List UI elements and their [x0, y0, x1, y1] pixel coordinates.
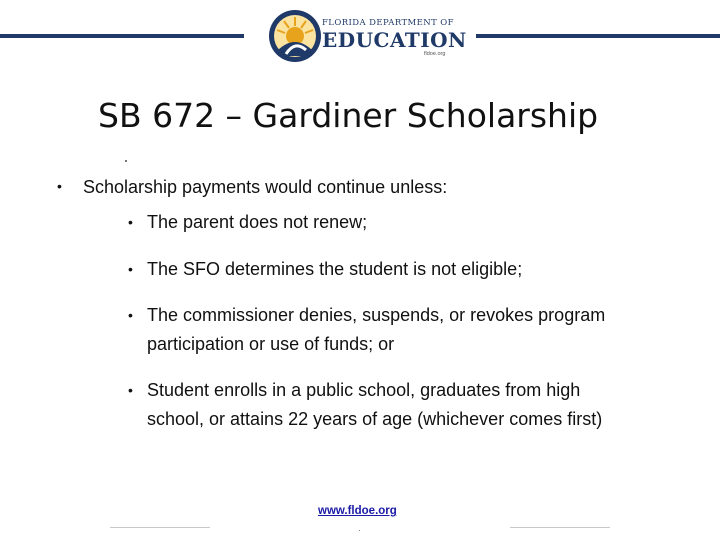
- sub-bullet-text: The commissioner denies, suspends, or revokes program participation or use of funds; or: [147, 305, 606, 354]
- bullet-icon: •: [128, 307, 133, 323]
- bullet-icon: •: [57, 178, 62, 194]
- sub-bullet-text: Student enrolls in a public school, graduates from high school, or attains 22 years of age (whichever comes first): [147, 380, 603, 429]
- sub-bullet-text: The SFO determines the student is not eligible;: [147, 259, 523, 279]
- logo-line2: EDUCATION: [322, 28, 467, 52]
- bullet-icon: •: [128, 214, 133, 230]
- footer-rule-left: [110, 527, 210, 528]
- logo-url: fldoe.org: [424, 51, 446, 57]
- bullet-icon: •: [128, 382, 133, 398]
- stray-mark: [125, 160, 127, 162]
- header-rule-right: [476, 34, 720, 38]
- sub-bullet-item: [128, 208, 668, 237]
- bullet-icon: •: [128, 261, 133, 277]
- footer-website-link[interactable]: www.fldoe.org: [318, 505, 397, 517]
- stray-mark: [359, 530, 360, 531]
- level1-bullet-item: [57, 177, 447, 198]
- sunburst-emblem-icon: [266, 6, 324, 64]
- sub-bullet-item: [128, 376, 638, 434]
- sub-bullet-text: The parent does not renew;: [147, 212, 368, 232]
- footer-rule-right: [510, 527, 610, 528]
- page-title: SB 672 – Gardiner Scholarship: [98, 96, 599, 135]
- sub-bullet-item: [128, 301, 628, 359]
- logo-line1: FLORIDA DEPARTMENT OF: [322, 18, 454, 28]
- header-rule-left: [0, 34, 244, 38]
- level1-text: Scholarship payments would continue unless:: [83, 177, 448, 197]
- sub-bullet-item: [128, 255, 668, 284]
- fldoe-logo: [266, 6, 466, 64]
